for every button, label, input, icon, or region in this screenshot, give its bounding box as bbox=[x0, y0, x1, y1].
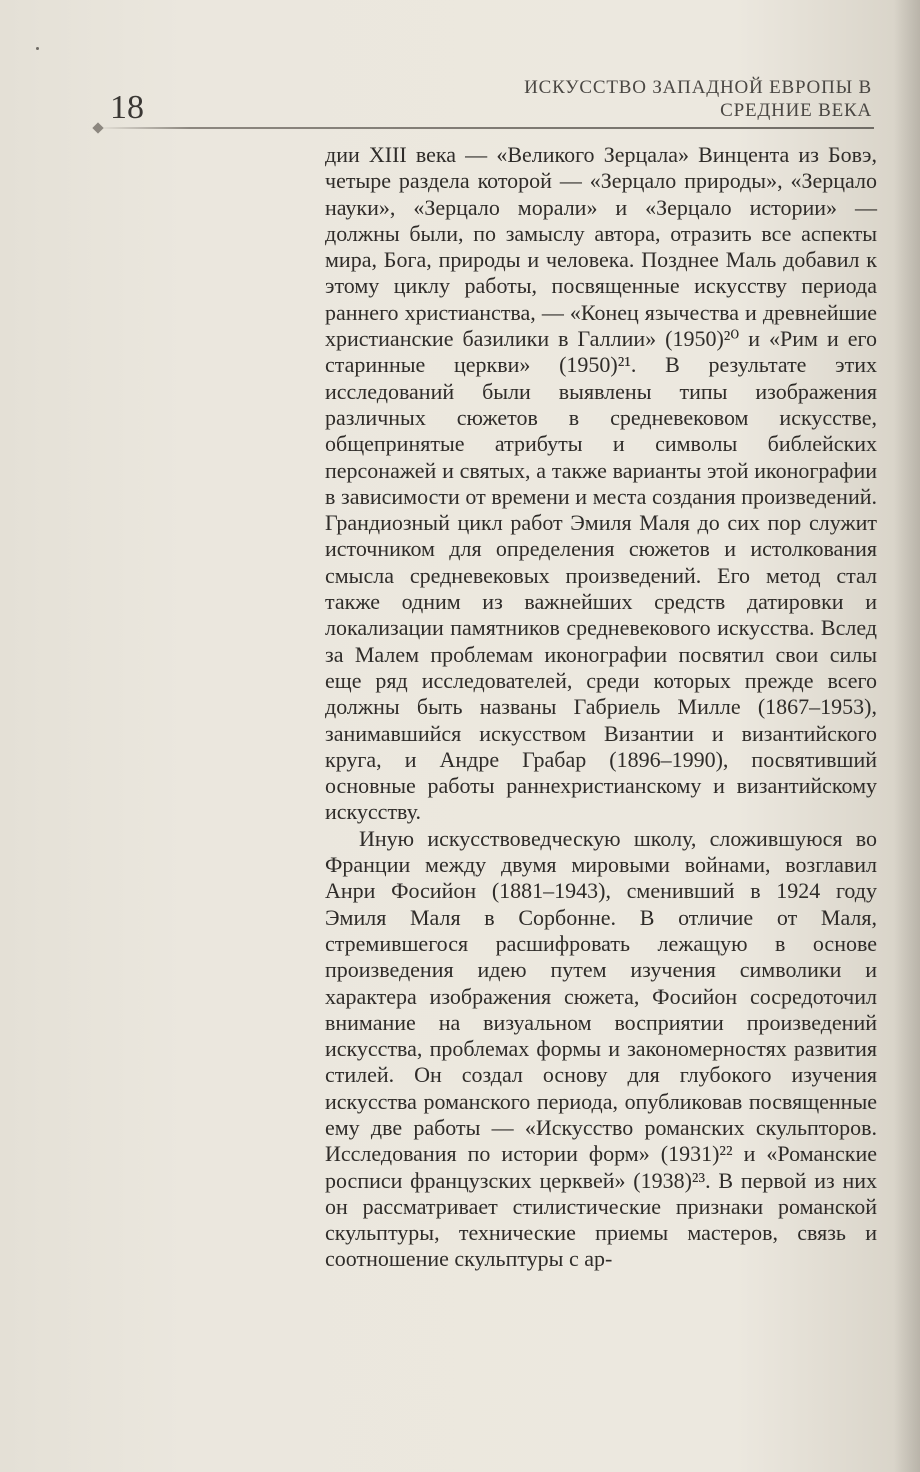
spine-shadow bbox=[894, 0, 920, 1472]
body-text bbox=[325, 142, 877, 1273]
paragraph: Иную искусствоведческую школу, сложившуюся во Франции между двумя мировыми войнами, возглавил Анри Фосийон (1881–1943), сменивший в 1924 году Эмиля Маля в Сорбонне. В отличие от Маля, стремившегося расшифровать лежащую в основе произведения идею путем изучения символики и характера изображения сюжета, Фосийон сосредоточил внимание на визуальном восприятии произведений искусства, проблемах формы и закономерностях развития стилей. Он создал основу для глубокого изучения искусства романского периода, опубликовав посвященные ему две работы — «Искусство романских скульпторов. Исследования по истории форм» (1931)²² и «Романские росписи французских церквей» (1938)²³. В первой из них он рассматривает стилистические признаки романской скульптуры, технические приемы мастеров, связь и соотношение скульптуры с ар- bbox=[325, 825, 877, 1272]
header-rule bbox=[96, 127, 874, 129]
paper-speck bbox=[36, 47, 39, 50]
page-number: 18 bbox=[110, 89, 144, 126]
paragraph: дии XIII века — «Великого Зерцала» Винцента из Бовэ, четыре раздела которой — «Зерцало природы», «Зерцало науки», «Зерцало морали» и «Зерцало истории» — должны были, по замыслу автора, отразить все аспекты мира, Бога, природы и человека. Позднее Маль добавил к этому циклу работы, посвященные искусству периода раннего христианства, — «Конец язычества и древнейшие христианские базилики в Галлии» (1950)²⁰ и «Рим и его старинные церкви» (1950)²¹. В результате этих исследований были выявлены типы изображения различных сюжетов в средневековом искусстве, общепринятые атрибуты и символы библейских персонажей и святых, а также варианты этой иконографии в зависимости от времени и места создания произведений. Грандиозный цикл работ Эмиля Маля до сих пор служит источником для определения сюжетов и истолкования смысла средневековых произведений. Его метод стал также одним из важнейших средств датировки и локализации памятников средневекового искусства. Вслед за Малем проблемам иконографии посвятил свои силы еще ряд исследователей, среди которых прежде всего должны быть названы Габриель Милле (1867–1953), занимавшийся искусством Византии и византийского круга, и Андре Грабар (1896–1990), посвятивший основные работы раннехристианскому и византийскому искусству. bbox=[325, 142, 877, 825]
running-head: ИСКУССТВО ЗАПАДНОЙ ЕВРОПЫ В СРЕДНИЕ ВЕКА bbox=[524, 77, 872, 121]
